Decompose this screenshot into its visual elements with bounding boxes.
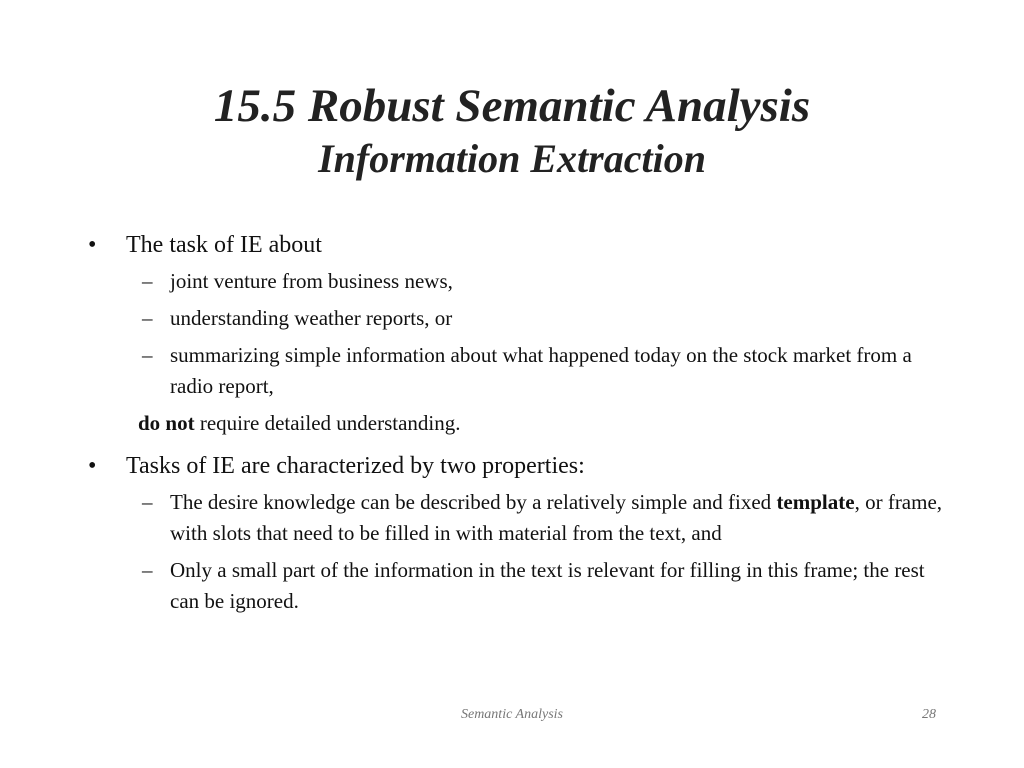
dash-symbol: – <box>142 490 153 514</box>
sub-bullet-text: Only a small part of the information in the text is relevant for filling in this frame; the rest can be ignored. <box>170 558 925 613</box>
note-bold: do not <box>138 411 195 435</box>
sub-bullet-item <box>88 266 958 297</box>
slide-title <box>0 78 1024 184</box>
dash-symbol: – <box>142 306 153 330</box>
note-text: require detailed understanding. <box>194 411 461 435</box>
dash-symbol: – <box>142 558 153 582</box>
page-number: 28 <box>922 707 936 722</box>
title-subtitle: Information Extraction <box>318 136 706 181</box>
title-main: 15.5 Robust Semantic Analysis <box>213 80 811 132</box>
sub-bullet-text-post: , or frame, with slots that need to be filled in with material from the text, and <box>170 490 943 545</box>
dash-symbol: – <box>142 343 153 367</box>
bullet-item <box>88 449 958 483</box>
bullet-text: Tasks of IE are characterized by two properties: <box>126 453 585 479</box>
sub-bullet-text: understanding weather reports, or <box>170 306 453 330</box>
bullet-text: The task of IE about <box>126 232 322 258</box>
bullet-symbol: • <box>88 453 97 479</box>
footer-title: Semantic Analysis <box>460 707 563 722</box>
dash-symbol: – <box>142 269 153 293</box>
sub-bullet-item <box>88 555 958 617</box>
note-line <box>88 408 958 439</box>
sub-bullet-text: summarizing simple information about what happened today on the stock market from a radio report, <box>170 343 912 398</box>
sub-bullet-bold: template <box>776 490 855 514</box>
sub-bullet-text-pre: The desire knowledge can be described by a relatively simple and fixed <box>170 490 777 514</box>
sub-bullet-item <box>88 340 958 402</box>
bullet-symbol: • <box>88 232 97 258</box>
slide-body <box>88 228 958 623</box>
sub-bullet-text: joint venture from business news, <box>170 269 453 293</box>
bullet-item <box>88 228 958 262</box>
sub-bullet-item <box>88 487 958 549</box>
sub-bullet-item <box>88 303 958 334</box>
